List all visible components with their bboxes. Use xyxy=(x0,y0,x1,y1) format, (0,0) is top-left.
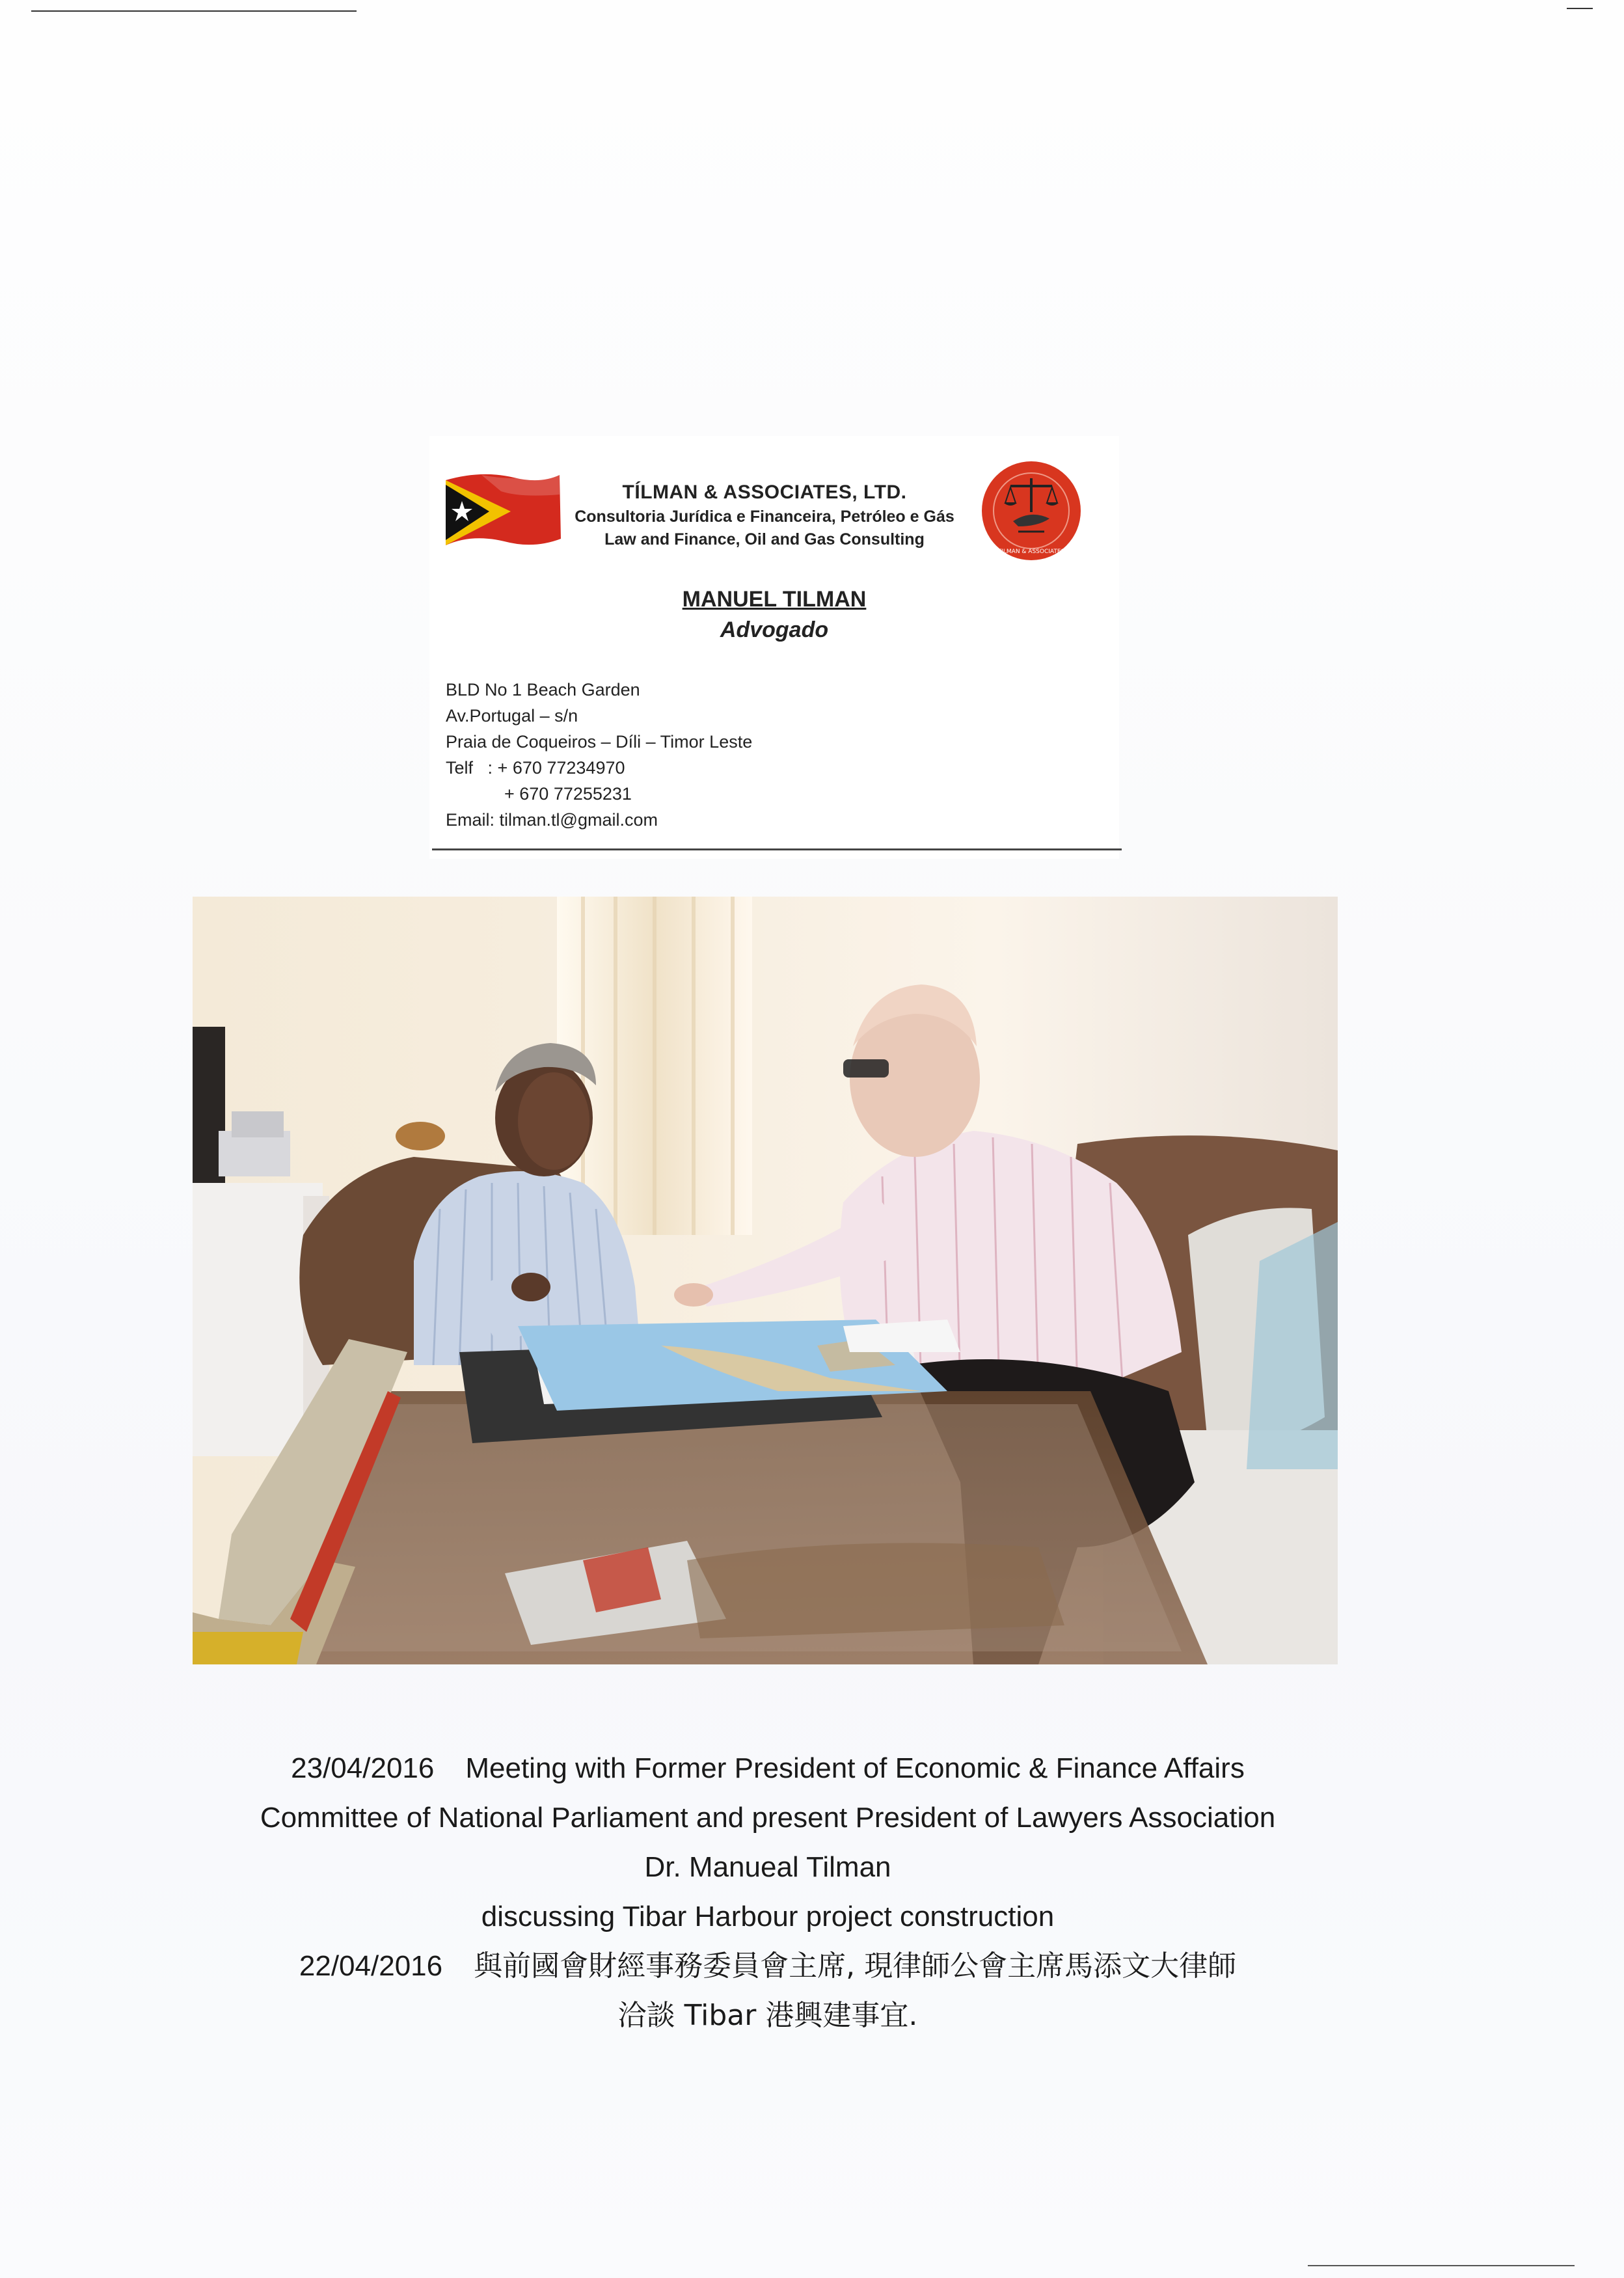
card-person xyxy=(579,587,969,643)
phone-2: + 670 77255231 xyxy=(504,784,632,804)
company-name: TÍLMAN & ASSOCIATES, LTD. xyxy=(622,481,907,503)
meeting-photograph xyxy=(193,897,1338,1664)
bottom-right-scan-line xyxy=(1308,2265,1575,2266)
phone-row xyxy=(446,755,752,781)
phone-label: Telf xyxy=(446,758,474,778)
address-line-3: Praia de Coqueiros – Díli – Timor Leste xyxy=(446,732,753,752)
caption-block xyxy=(195,1744,1340,2041)
card-bottom-edge xyxy=(432,848,1122,850)
meeting-photo-illustration xyxy=(193,897,1338,1664)
seal-text: TILMAN & ASSOCIATES xyxy=(997,549,1065,555)
company-tagline-en: Law and Finance, Oil and Gas Consulting xyxy=(604,530,925,549)
caption-date-zh: 22/04/2016 xyxy=(299,1950,443,1982)
top-right-scan-line xyxy=(1567,8,1593,9)
business-card xyxy=(429,436,1119,859)
caption-line-6: 洽談 Tibar 港興建事宜. xyxy=(617,1999,918,2032)
company-tagline-pt: Consultoria Jurídica e Financeira, Petróleo e Gás xyxy=(575,508,954,526)
caption-line-5: 與前國會財經事務委員會主席, 現律師公會主席馬添文大律師 xyxy=(474,1949,1237,1983)
email-line: Email: tilman.tl@gmail.com xyxy=(446,810,658,830)
scales-of-justice-seal-icon xyxy=(979,459,1083,563)
timor-leste-flag-icon xyxy=(442,468,563,553)
person-title: Advogado xyxy=(720,617,829,642)
phone-1: : + 670 77234970 xyxy=(487,758,625,778)
caption-line-2: Committee of National Parliament and present President of Lawyers Association xyxy=(260,1802,1276,1834)
card-address xyxy=(446,677,752,833)
address-line-2: Av.Portugal – s/n xyxy=(446,706,578,725)
caption-row-1 xyxy=(195,1744,1340,1793)
company-header xyxy=(547,481,982,549)
person-name: MANUEL TILMAN xyxy=(682,587,867,612)
caption-date-en: 23/04/2016 xyxy=(291,1752,435,1784)
address-line-1: BLD No 1 Beach Garden xyxy=(446,680,640,699)
caption-line-4: discussing Tibar Harbour project construction xyxy=(481,1901,1055,1932)
caption-row-5 xyxy=(195,1942,1340,1991)
top-left-scan-line xyxy=(31,10,357,12)
caption-line-1: Meeting with Former President of Economic & Finance Affairs xyxy=(465,1752,1245,1784)
caption-line-3: Dr. Manueal Tilman xyxy=(644,1851,891,1883)
